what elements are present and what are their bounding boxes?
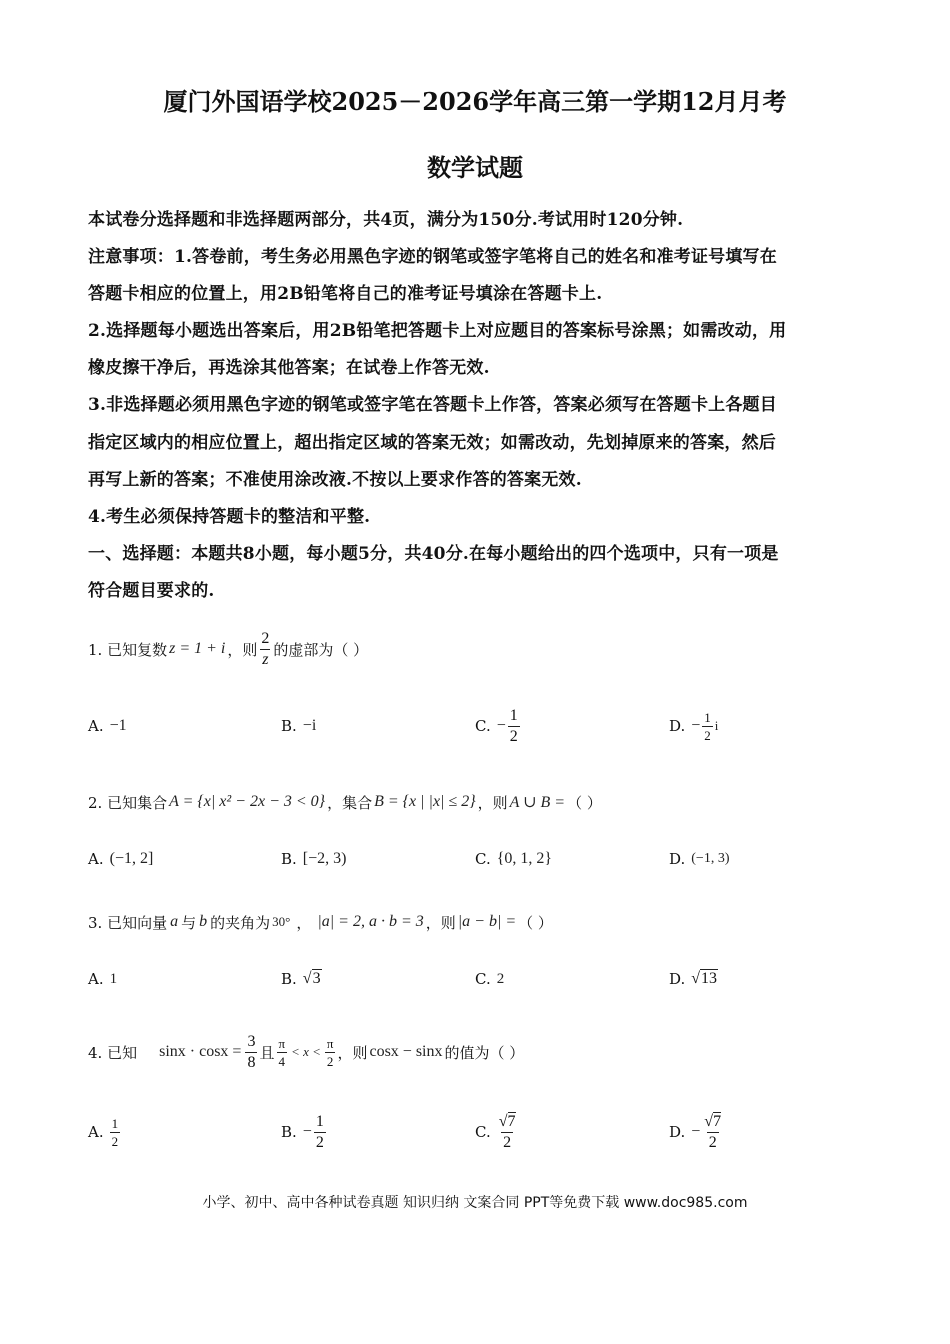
q2-option-a[interactable] [88, 844, 153, 874]
q2-suffix: （ ） [567, 793, 602, 812]
q3-target: |a − b| = [457, 913, 517, 930]
q2-prefix: 2. 已知集合 [88, 793, 168, 812]
option-label: D. [669, 717, 686, 735]
q4-option-d[interactable] [669, 1104, 725, 1160]
q3-prefix: 3. 已知向量 [88, 913, 168, 932]
frac-num: 1 [315, 1112, 324, 1130]
q3-condition: |a| = 2, a · b = 3 [317, 913, 424, 930]
q2-mid2: ，则 [477, 793, 508, 812]
option-fraction [110, 1117, 121, 1148]
q4-lhs: sinx · cosx = [159, 1043, 242, 1060]
frac-num: 1 [509, 706, 518, 724]
option-sign: − [691, 717, 701, 734]
notice-3c: 再写上新的答案；不准使用涂改液.不按以上要求作答的答案无效. [88, 470, 582, 490]
option-label: B. [281, 717, 297, 735]
notice-4: 4.考生必须保持答题卡的整洁和平整. [88, 507, 371, 527]
notice-1b: 答题卡相应的位置上，用2B铅笔将自己的准考证号填涂在答题卡上. [88, 284, 603, 304]
q1-option-a[interactable] [88, 696, 127, 756]
notice-3a: 3.非选择题必须用黑色字迹的钢笔或签字笔在答题卡上作答，答案必须写在答题卡上各题目 [88, 395, 777, 415]
option-sqrt: √13 [691, 970, 718, 987]
option-fraction [702, 711, 713, 742]
q1-frac-den: z [262, 650, 269, 668]
option-label: D. [669, 850, 686, 868]
option-label: A. [88, 717, 104, 735]
option-sign: − [302, 1123, 312, 1140]
q3-suffix: （ ） [518, 913, 553, 932]
q1-suffix: 的虚部为（ ） [273, 640, 369, 659]
frac-num: 1 [111, 1115, 119, 1131]
frac-den: 2 [315, 1133, 324, 1151]
option-sqrt: √3 [302, 970, 321, 987]
q4-prefix: 4. 已知 [88, 1043, 138, 1062]
q3-option-a[interactable] [88, 962, 117, 996]
option-unit: i [714, 718, 719, 733]
q4-option-b[interactable] [281, 1104, 328, 1160]
option-label: B. [281, 1123, 297, 1141]
radicand: 7 [507, 1112, 516, 1130]
q4-suffix: 的值为（ ） [444, 1043, 525, 1062]
q4-target: cosx − sinx [369, 1043, 443, 1060]
q3-angle: 30° [272, 914, 291, 929]
option-label: C. [475, 970, 491, 988]
page-footer: 小学、初中、高中各种试卷真题 知识归纳 文案合同 PPT等免费下载 www.doc985.com [202, 1195, 748, 1211]
option-fraction [497, 1114, 518, 1151]
option-fraction [702, 1114, 723, 1151]
option-radicand: 13 [701, 970, 718, 987]
frac-num: π [278, 1035, 286, 1051]
option-value: −i [302, 717, 317, 734]
option-label: B. [281, 970, 297, 988]
q3-option-c[interactable] [475, 962, 504, 996]
frac-den: 2 [503, 1133, 512, 1151]
q2-set-a: A = {x| x² − 2x − 3 < 0} [169, 793, 326, 810]
exam-subtitle: 数学试题 [427, 153, 523, 182]
q4-bound-high [325, 1037, 336, 1068]
q1-frac-num: 2 [261, 629, 270, 647]
q2-set-b: B = {x | |x| ≤ 2} [374, 793, 476, 810]
frac-num: 1 [704, 709, 711, 725]
q1-option-c[interactable] [475, 696, 522, 756]
q3-angle-text: 的夹角为 [210, 913, 271, 932]
q1-fraction [259, 631, 271, 668]
notice-3b: 指定区域内的相应位置上，超出指定区域的答案无效；如需改动，先划掉原来的答案，然后 [88, 433, 776, 453]
intro-line: 本试卷分选择题和非选择题两部分，共4页，满分为150分.考试用时120分钟. [88, 210, 684, 230]
q4-option-c[interactable] [475, 1104, 520, 1160]
option-value: 1 [109, 970, 118, 987]
option-label: C. [475, 850, 491, 868]
frac-den: 2 [704, 727, 711, 743]
q2-option-c[interactable] [475, 844, 552, 874]
frac-den: 8 [247, 1053, 256, 1071]
q1-prefix: 1. 已知复数 [88, 640, 168, 659]
option-label: D. [669, 1123, 686, 1141]
q2-option-b[interactable] [281, 844, 346, 874]
radicand: 7 [713, 1112, 722, 1130]
option-sign: − [691, 1123, 701, 1140]
q3-vector-a: a [170, 913, 179, 930]
exam-title: 厦门外国语学校2025－2026学年高三第一学期12月月考 [163, 87, 787, 116]
q2-mid: ，集合 [327, 793, 373, 812]
q1-option-b[interactable] [281, 696, 316, 756]
frac-den: 2 [708, 1133, 717, 1151]
q1-expr: z = 1 + i [169, 640, 226, 657]
option-label: C. [475, 1123, 491, 1141]
option-fraction [508, 708, 520, 745]
frac-den: 4 [278, 1053, 285, 1069]
option-label: D. [669, 970, 686, 988]
option-value: (−1, 3) [691, 851, 730, 866]
frac-den: 2 [326, 1053, 334, 1069]
frac-den: 2 [509, 727, 518, 745]
option-value: {0, 1, 2} [496, 850, 553, 867]
q1-mid: ，则 [227, 640, 258, 659]
option-value: −1 [109, 717, 127, 734]
frac-num: 3 [247, 1032, 256, 1050]
q4-mid: ，则 [337, 1043, 368, 1062]
frac-den: 2 [111, 1133, 119, 1149]
notice-1a: 注意事项：1.答卷前，考生务必用黑色字迹的钢笔或签字笔将自己的姓名和准考证号填写在 [88, 247, 777, 267]
option-label: C. [475, 717, 491, 735]
question-3: 3. 已知向量 a 与 b 的夹角为 30° ， |a| = 2, a · b = 3 ，则 |a − b| = （ ） [88, 913, 553, 932]
option-label: A. [88, 1123, 104, 1141]
q3-option-d[interactable] [669, 962, 718, 996]
q4-option-a[interactable] [88, 1104, 122, 1160]
option-label: B. [281, 850, 297, 868]
q3-and: 与 [181, 913, 197, 932]
q3-vector-b: b [199, 913, 208, 930]
option-value: [−2, 3) [302, 850, 347, 867]
option-value: 2 [496, 970, 505, 987]
q2-option-d[interactable] [669, 844, 730, 874]
q2-union: A ∪ B = [509, 794, 566, 811]
option-label: A. [88, 850, 104, 868]
frac-num: √7 [704, 1112, 722, 1130]
q4-inequality: < x < [291, 1044, 321, 1059]
q1-option-d[interactable] [669, 696, 718, 756]
q3-mid: ，则 [425, 913, 456, 932]
notice-2b: 橡皮擦干净后，再选涂其他答案；在试卷上作答无效. [88, 358, 490, 378]
section-1-heading: 一、选择题：本题共8小题，每小题5分，共40分.在每小题给出的四个选项中，只有一项是 [88, 544, 779, 564]
option-value: (−1, 2] [109, 850, 154, 867]
notice-2a: 2.选择题每小题选出答案后，用2B铅笔把答题卡上对应题目的答案标号涂黑；如需改动，用 [88, 321, 787, 341]
option-sign: − [496, 717, 506, 734]
question-2 [88, 784, 602, 820]
q4-bound-low [276, 1037, 287, 1068]
frac-num: √7 [498, 1112, 516, 1130]
q4-and: 且 [259, 1043, 275, 1062]
section-1-heading-cont: 符合题目要求的. [88, 581, 215, 601]
option-label: A. [88, 970, 104, 988]
question-4 [88, 1020, 524, 1084]
frac-num: π [326, 1035, 334, 1051]
q3-option-b[interactable] [281, 962, 322, 996]
option-radicand: 3 [312, 970, 321, 987]
question-1 [88, 614, 368, 684]
option-fraction [314, 1114, 326, 1151]
q4-fraction [245, 1034, 257, 1071]
